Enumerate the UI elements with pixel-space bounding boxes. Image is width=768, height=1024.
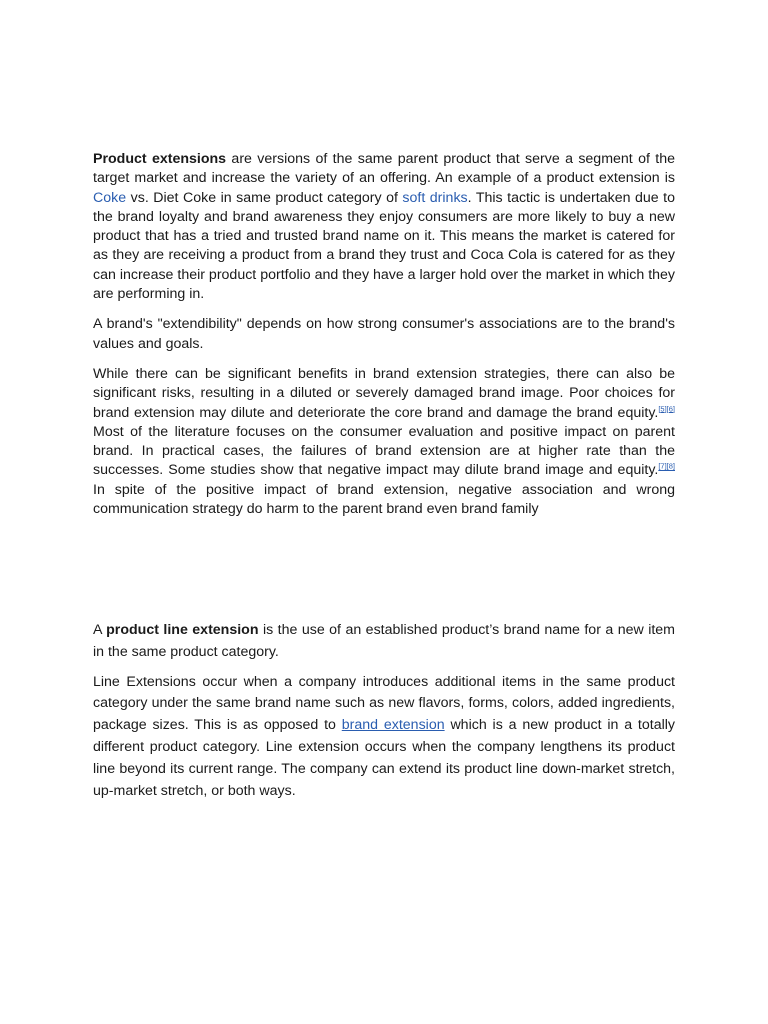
citation-link-7-8[interactable]: [7][8] (658, 461, 675, 471)
paragraph-text: is the use of an established product’s brand name for a new item in the same product category. (93, 622, 675, 660)
paragraph-text: A (93, 622, 107, 638)
term-product-line-extension: product line extension (106, 622, 259, 638)
link-soft-drinks[interactable]: soft drinks (402, 189, 468, 206)
paragraph-risks (93, 365, 675, 519)
paragraph-text: In spite of the positive impact of brand extension, negative association and wrong communication strategy do harm to the parent brand even brand family (93, 481, 675, 518)
paragraph-extendibility: A brand's "extendibility" depends on how strong consumer's associations are to the brand's values and goals. (93, 316, 675, 352)
paragraph-text: are versions of the same parent product that serve a segment of the target market and increase the variety of an offering. An example of a product extension is (93, 151, 675, 187)
paragraph-line-extensions (93, 672, 675, 803)
paragraph-text: Most of the literature focuses on the consumer evaluation and positive impact on parent brand. In practical cases, the failures of brand extension are at higher rate than the successes. Some studies show that negative impact may dilute brand image and equity. (93, 423, 675, 479)
link-coke[interactable]: Coke (93, 189, 127, 206)
paragraph-text: While there can be significant benefits in brand extension strategies, there can also be significant risks, resulting in a diluted or severely damaged brand image. Poor choices for brand extension may dilute and deteriorate the core brand and damage the brand equity. (93, 365, 675, 421)
link-brand-extension[interactable]: brand extension (341, 717, 445, 734)
paragraph-product-extensions (93, 150, 675, 304)
paragraph-text: which is a new product in a totally different product category. Line extension occurs when the company lengthens its product line beyond its current range. The company can extend its product line down-market stretch, up-market stretch, or both ways. (93, 717, 675, 799)
paragraph-product-line-extension (93, 620, 675, 664)
paragraph-text: vs. Diet Coke in same product category of (126, 189, 403, 206)
product-extensions-section (93, 150, 675, 519)
product-line-extension-section (93, 620, 675, 802)
citation-link-5-6[interactable]: [5][6] (658, 403, 675, 413)
paragraph-text: Line Extensions occur when a company introduces additional items in the same product category under the same brand name such as new flavors, forms, colors, added ingredients, package sizes. This is as opposed to (93, 673, 675, 734)
term-product-extensions: Product extensions (93, 151, 227, 167)
paragraph-text: . This tactic is undertaken due to the brand loyalty and brand awareness they enjoy consumers are more likely to buy a new product that has a tried and trusted brand name on it. This means the market is catered for as they are receiving a product from a brand they trust and Coca Cola is catered for as they can increase their product portfolio and they have a larger hold over the market in which they are performing in. (93, 189, 676, 303)
